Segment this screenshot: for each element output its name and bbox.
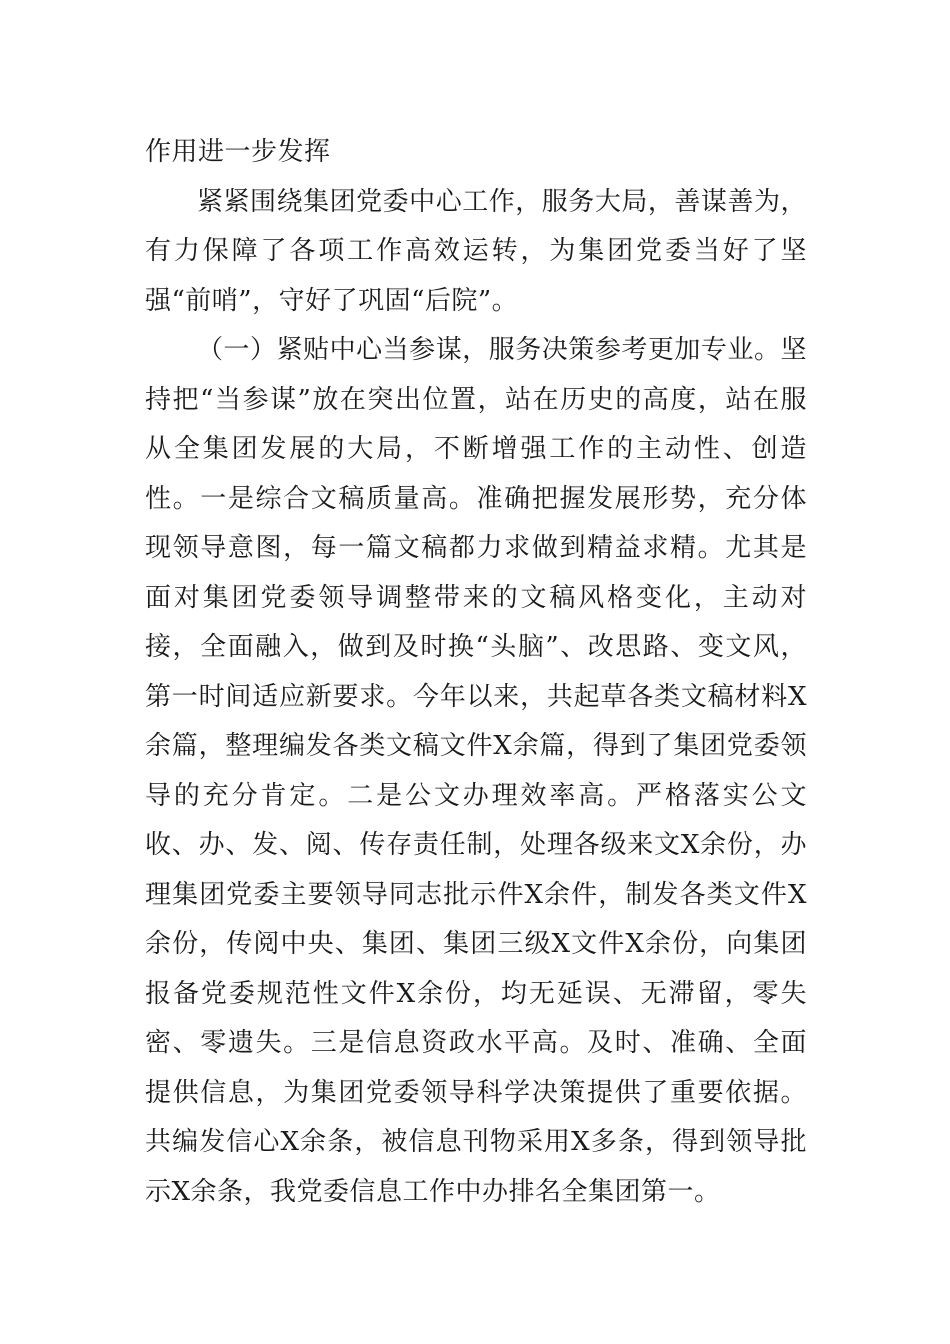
document-body (145, 128, 807, 1217)
heading-continuation: 作用进一步发挥 (145, 137, 331, 167)
paragraph-section-one: （一）紧贴中心当参谋，服务决策参考更加专业。坚持把“当参谋”放在突出位置，站在历史的高度，站在服从全集团发展的大局，不断增强工作的主动性、创造性。一是综合文稿质量高。准确把握发展形势，充分体现领导意图，每一篇文稿都力求做到精益求精。尤其是面对集团党委领导调整带来的文稿风格变化，主动对接，全面融入，做到及时换“头脑”、改思路、变文风，第一时间适应新要求。今年以来，共起草各类文稿材料X余篇，整理编发各类文稿文件X余篇，得到了集团党委领导的充分肯定。二是公文办理效率高。严格落实公文收、办、发、阅、传存责任制，处理各级来文X余份，办理集团党委主要领导同志批示件X余件，制发各类文件X余份，传阅中央、集团、集团三级X文件X余份，向集团报备党委规范性文件X余份，均无延误、无滞留，零失密、零遗失。三是信息资政水平高。及时、准确、全面提供信息，为集团党委领导科学决策提供了重要依据。共编发信心X余条，被信息刊物采用X多条，得到领导批示X余条，我党委信息工作中办排名全集团第一。 (145, 335, 807, 1207)
paragraph-intro: 紧紧围绕集团党委中心工作，服务大局，善谋善为，有力保障了各项工作高效运转，为集团党委当好了坚强“前哨”，守好了巩固“后院”。 (145, 186, 807, 316)
